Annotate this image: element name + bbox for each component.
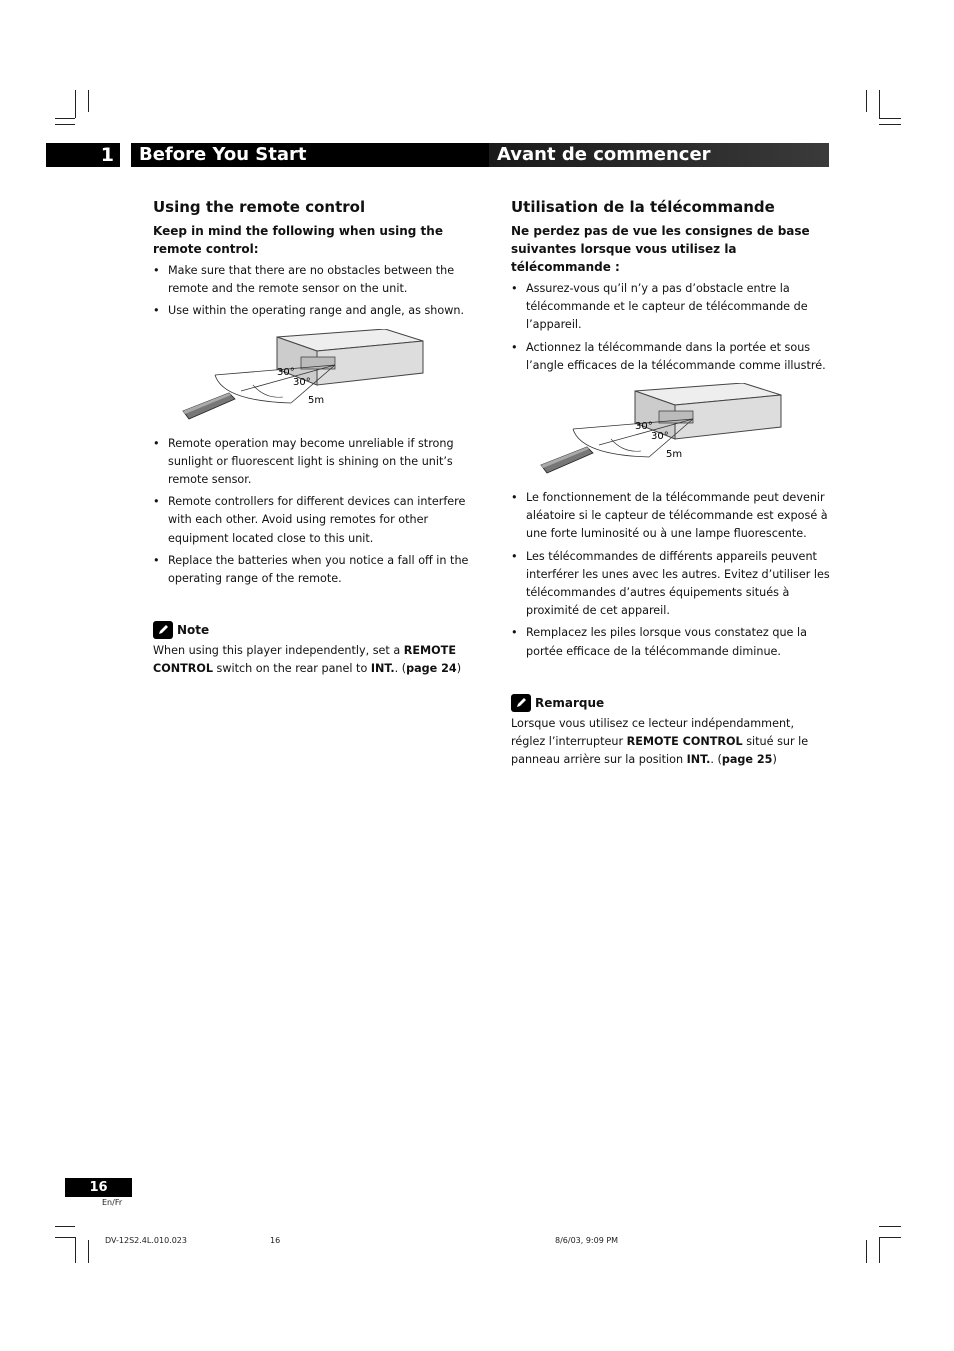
note-bold: INT. [370,662,395,676]
angle-label-bottom: 30° [293,376,311,388]
section-heading-fr: Utilisation de la télécommande [511,198,775,216]
crop-mark [879,90,880,118]
distance-label: 5m [308,394,325,406]
remote-range-diagram-en [153,329,413,429]
page-number: 16 [65,1178,132,1197]
crop-mark [55,118,75,119]
intro-fr: Ne perdez pas de vue les consignes de base suivantes lorsque vous utilisez la télécommande : [511,224,810,274]
bullet-list-top-en [153,262,473,321]
note-text: situé sur le panneau arrière sur la position [511,735,809,767]
english-column [153,196,473,679]
note-text: Lorsque vous utilisez ce lecteur indépendamment, réglez l’interrupteur [511,716,794,749]
pencil-icon [511,694,531,712]
note-body-fr [511,715,831,770]
note-body-en [153,642,473,678]
list-item: • Make sure that there are no obstacles between the remote and the remote sensor on the unit. [153,262,473,298]
print-datetime: 8/6/03, 9:09 PM [555,1236,619,1245]
crop-mark [75,90,76,118]
crop-mark [866,1240,867,1263]
section-heading-en: Using the remote control [153,198,366,216]
list-item: • Les télécommandes de différents appareils peuvent interférer les unes avec les autres. Evitez d’utiliser les télécommandes d’autres équipements situés à proximité de cet appareil. [511,548,831,621]
list-item: • Remote controllers for different devices can interfere with each other. Avoid using remotes for other equipment located close to this unit. [153,493,473,548]
note-bold: INT. [686,753,711,767]
bullet-list-top-fr [511,280,831,375]
chapter-title-en: Before You Start [131,143,489,167]
document-code: DV-12S2.4L.010.023 [105,1236,187,1245]
note-heading-fr [511,693,831,713]
crop-mark [88,90,89,112]
crop-mark [55,1226,75,1227]
note-text: . ( [394,662,407,676]
page-reference: 16 [270,1236,281,1245]
crop-mark [879,1226,901,1227]
remote-range-diagram-fr [511,383,771,483]
language-code: En/Fr [102,1198,123,1207]
angle-label-top: 30° [635,421,653,433]
note-heading-en [153,620,473,640]
list-item: • Remote operation may become unreliable if strong sunlight or fluorescent light is shining on the unit’s remote sensor. [153,435,473,490]
note-text: When using this player independently, set a [153,644,404,658]
list-item: • Remplacez les piles lorsque vous constatez que la portée efficace de la télécommande diminue. [511,624,831,660]
crop-mark [879,124,901,125]
note-text: switch on the rear panel to [212,662,371,676]
bullet-list-bottom-fr [511,489,831,661]
note-title-en: Note [177,623,210,638]
list-item: • Actionnez la télécommande dans la portée et sous l’angle efficaces de la télécommande comme illustré. [511,339,831,375]
note-page-ref: page 25 [721,753,773,767]
angle-label-top: 30° [277,366,295,378]
list-item: • Assurez-vous qu’il n’y a pas d’obstacle entre la télécommande et le capteur de télécommande de l’appareil. [511,280,831,335]
list-item: • Use within the operating range and angle, as shown. [153,302,473,320]
crop-mark [55,1237,75,1238]
bullet-list-bottom-en [153,435,473,589]
crop-mark [879,1237,901,1238]
crop-mark [879,118,901,119]
note-text: . ( [710,753,722,767]
note-bold: REMOTE CONTROL [153,644,456,676]
remote-range-illustration [153,329,433,429]
crop-mark [879,1237,880,1263]
crop-mark [55,124,75,125]
note-title-fr: Remarque [535,695,605,710]
crop-mark [75,1237,76,1263]
list-item: • Replace the batteries when you notice a fall off in the operating range of the remote. [153,552,473,588]
list-item: • Le fonctionnement de la télécommande peut devenir aléatoire si le capteur de télécommande est exposé à une forte luminosité ou à une lampe fluorescente. [511,489,831,544]
distance-label: 5m [666,449,683,461]
note-text: ) [456,662,462,676]
crop-mark [866,90,867,112]
chapter-number: 1 [46,143,120,167]
intro-en: Keep in mind the following when using the remote control: [153,224,443,256]
chapter-title-fr: Avant de commencer [489,143,829,167]
remote-range-illustration [511,383,791,483]
pencil-icon [153,621,173,639]
note-text: ) [772,753,777,767]
french-column [511,196,831,769]
angle-label-bottom: 30° [651,431,669,443]
note-bold: REMOTE CONTROL [626,735,743,749]
crop-mark [88,1240,89,1263]
note-page-ref: page 24 [406,662,457,676]
